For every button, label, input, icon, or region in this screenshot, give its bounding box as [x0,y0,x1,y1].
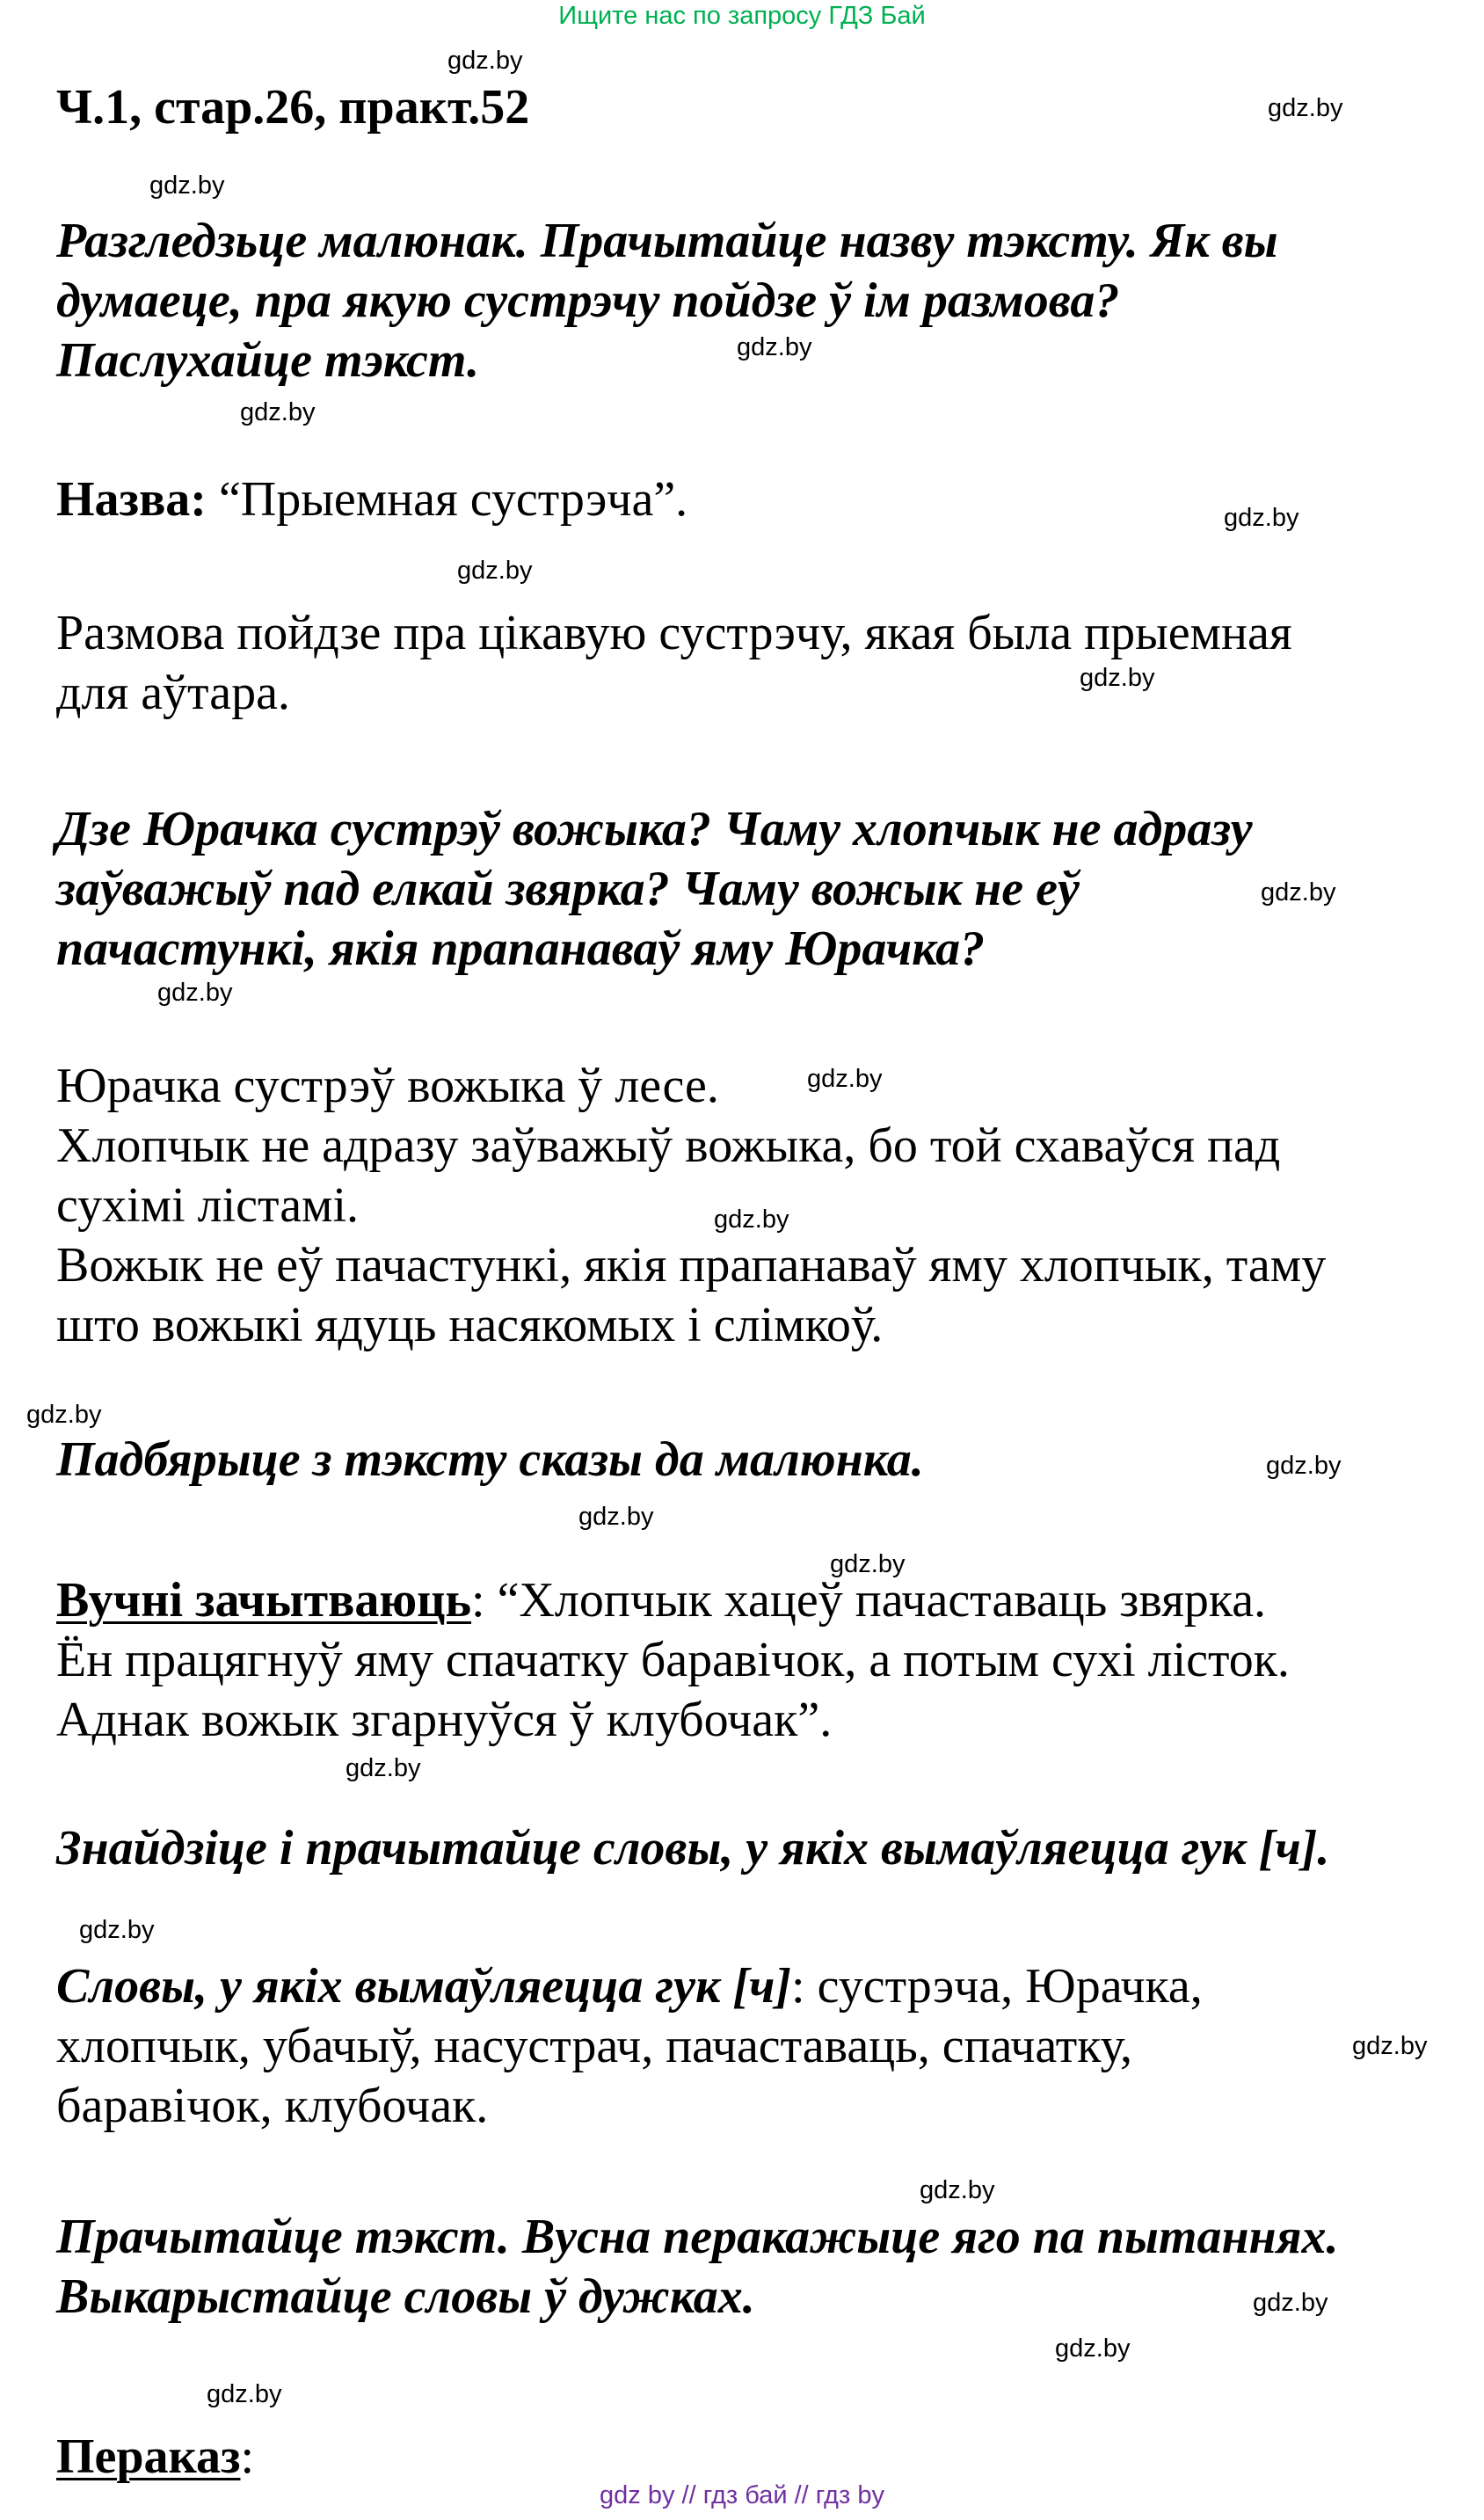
retell-colon: : [240,2429,255,2484]
watermark: gdz.by [1268,94,1343,122]
answer-line: для аўтара. [56,666,290,720]
task-1-question [56,211,1445,390]
name-label: Назва: [56,472,207,527]
retell-label: Пераказ [56,2429,241,2484]
watermark: gdz.by [1055,2334,1131,2363]
name-text: “Прыемная сустрэча”. [218,472,688,527]
footer-links [0,2480,1484,2511]
answer-line: Ён працягнуў яму спачатку баравічок, а потым сухі лісток. [56,1633,1290,1687]
answer-line: Юрачка сустрэў вожыка ў лесе. [56,1059,719,1113]
watermark: gdz.by [1253,2289,1328,2317]
task-1-line: Разгледзьце малюнак. Прачытайце назву тэксту. Як вы [56,214,1278,268]
top-banner: Ищите нас по запросу ГДЗ Бай [558,2,926,30]
answer-line: сухімі лістамі. [56,1178,360,1233]
answer-3 [56,1570,1445,1750]
watermark: gdz.by [578,1503,654,1531]
watermark: gdz.by [79,1916,155,1944]
answer-3-label: Вучні зачытваюць [56,1573,472,1628]
footer-text: gdz by // гдз бай // гдз by [600,2481,884,2509]
retell-heading [56,2427,1445,2487]
watermark: gdz.by [920,2176,995,2204]
task-4-question [56,1818,1445,1878]
watermark: gdz.by [457,557,533,585]
answer-line: Вожык не еў пачастункі, якія прапанаваў яму хлопчык, таму [56,1238,1327,1293]
answer-line: хлопчык, убачыў, насустрач, пачаставаць, спачатку, [56,2019,1133,2073]
watermark: gdz.by [240,398,316,426]
watermark: gdz.by [1266,1452,1342,1480]
page-title: Ч.1, стар.26, практ.52 [56,80,530,135]
watermark: gdz.by [207,2380,282,2408]
task-4-line: Знайдзіце і прачытайце словы, у якіх вымаўляецца гук [ч]. [56,1821,1330,1875]
watermark: gdz.by [26,1401,102,1429]
watermark: gdz.by [1224,504,1299,532]
task-2-line: заўважыў пад елкай звярка? Чаму вожык не еў [56,862,1080,916]
watermark: gdz.by [807,1065,883,1093]
answer-line: Аднак вожык згарнуўся ў клубочак”. [56,1693,833,1747]
watermark: gdz.by [1080,664,1155,692]
answer-line: : “Хлопчык хацеў пачаставаць звярка. [471,1573,1267,1628]
task-5-question [56,2207,1445,2327]
task-1-line: думаеце, пра якую сустрэчу пойдзе ў ім размова? [56,273,1120,328]
watermark: gdz.by [447,47,523,75]
task-5-line: Прачытайце тэкст. Вусна перакажыце яго па пытаннях. [56,2210,1339,2264]
watermark: gdz.by [1261,878,1336,907]
watermark: gdz.by [1352,2032,1428,2060]
watermark: gdz.by [830,1550,906,1578]
task-2-line: пачастункі, якія прапанаваў яму Юрачка? [56,921,986,976]
answer-4 [56,1956,1445,2136]
task-2-question [56,799,1445,979]
answer-1 [56,603,1445,723]
task-3-question [56,1430,1445,1489]
answer-line: што вожыкі ядуць насякомых і слімкоў. [56,1298,884,1352]
watermark: gdz.by [157,979,233,1007]
watermark: gdz.by [714,1205,789,1234]
answer-line: Размова пойдзе пра цікавую сустрэчу, якая была прыемная [56,606,1292,660]
task-5-line: Выкарыстайце словы ў дужках. [56,2269,755,2324]
watermark: gdz.by [346,1754,421,1782]
task-3-line: Падбярыце з тэксту сказы да малюнка. [56,1432,924,1487]
answer-line: : сустрэча, Юрачка, [791,1959,1203,2014]
answer-4-label: Словы, у якіх вымаўляецца гук [ч] [56,1959,792,2014]
task-2-line: Дзе Юрачка сустрэў вожыка? Чаму хлопчык не адразу [56,802,1253,856]
task-1-line: Паслухайце тэкст. [56,333,480,388]
watermark: gdz.by [737,333,812,361]
answer-line: баравічок, клубочак. [56,2079,489,2133]
watermark: gdz.by [149,171,225,200]
answer-line: Хлопчык не адразу заўважыў вожыка, бо той схаваўся пад [56,1118,1281,1173]
